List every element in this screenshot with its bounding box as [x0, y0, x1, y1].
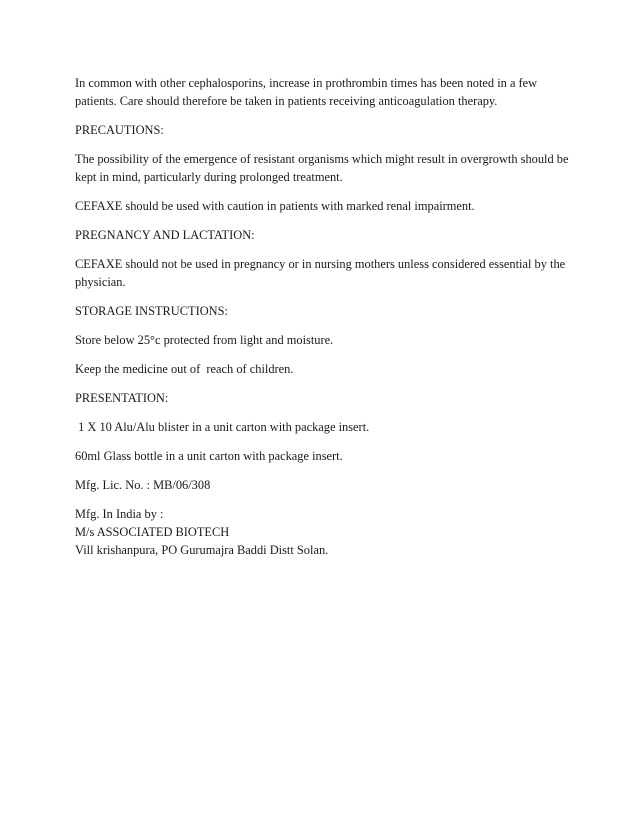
manufacturer-address: Vill krishanpura, PO Gurumajra Baddi Distt Solan. — [75, 543, 329, 557]
renal-impairment-paragraph: CEFAXE should be used with caution in patients with marked renal impairment. — [75, 199, 475, 213]
storage-instructions-heading: STORAGE INSTRUCTIONS: — [75, 304, 228, 318]
resistant-organisms-paragraph: The possibility of the emergence of resistant organisms which might result in overgrowth should be kept in mind, particularly during prolonged treatment. — [75, 152, 572, 184]
glass-bottle-paragraph: 60ml Glass bottle in a unit carton with package insert. — [75, 449, 343, 463]
manufacturer-name: M/s ASSOCIATED BIOTECH — [75, 525, 230, 539]
storage-paragraph: Store below 25°c protected from light and moisture. — [75, 333, 334, 347]
precautions-heading: PRECAUTIONS: — [75, 123, 164, 137]
pregnancy-lactation-heading: PREGNANCY AND LACTATION: — [75, 228, 255, 242]
blister-pack-paragraph: 1 X 10 Alu/Alu blister in a unit carton with package insert. — [75, 420, 370, 434]
license-number: Mfg. Lic. No. : MB/06/308 — [75, 478, 211, 492]
manufacturer-label: Mfg. In India by : — [75, 507, 164, 521]
document-page — [75, 74, 575, 559]
presentation-heading: PRESENTATION: — [75, 391, 169, 405]
manufacturer-block — [75, 505, 575, 559]
anticoagulation-paragraph: In common with other cephalosporins, increase in prothrombin times has been noted in a few patients. Care should therefore be taken in patients receiving anticoagulation therapy. — [75, 76, 541, 108]
pregnancy-paragraph: CEFAXE should not be used in pregnancy or in nursing mothers unless considered essential by the physician. — [75, 257, 569, 289]
keep-away-paragraph: Keep the medicine out of reach of children. — [75, 362, 294, 376]
